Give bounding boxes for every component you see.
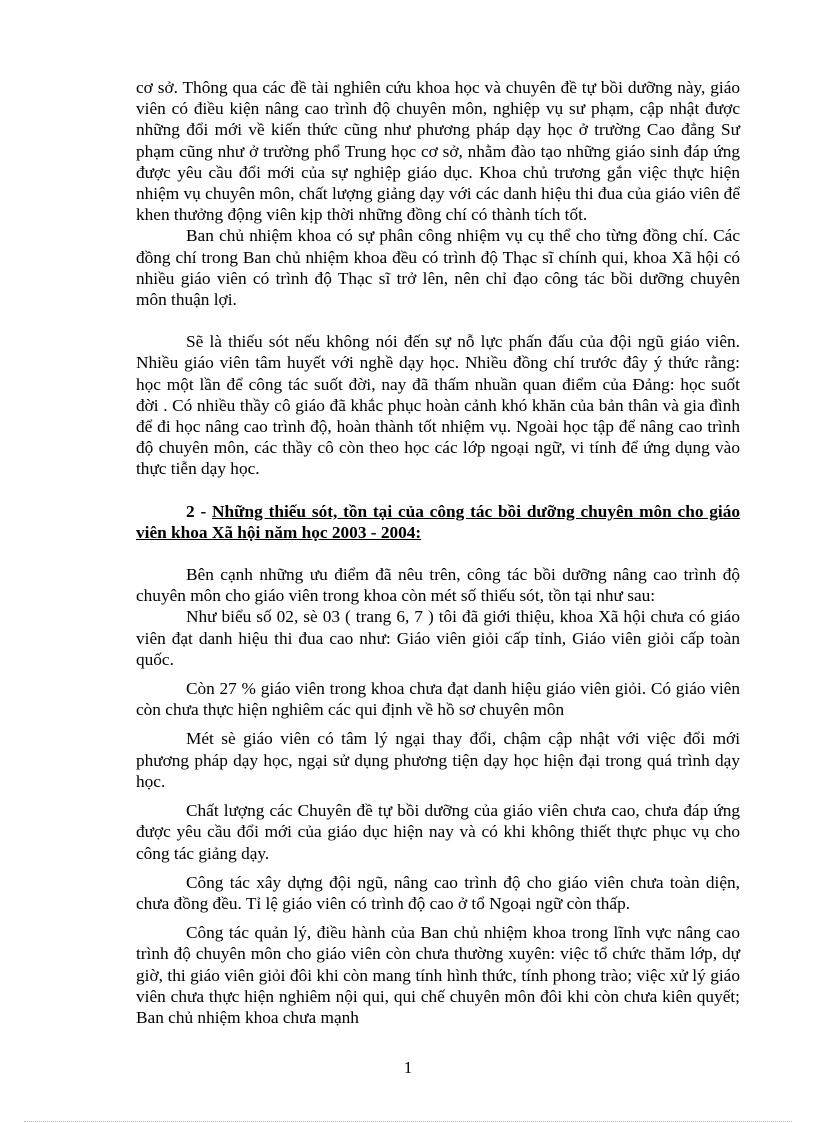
page-number: 1 (403, 1058, 413, 1077)
section-heading (136, 501, 740, 543)
paragraph-intro-shortcomings: Bên cạnh những ưu điểm đã nêu trên, công tác bồi dưỡng nâng cao trình độ chuyên môn cho giáo viên trong khoa còn mét số thiếu sót, tồn tại như sau: (136, 565, 740, 606)
section-number: 2 - (186, 501, 213, 521)
section-title: Những thiếu sót, tồn tại của công tác bồi dưỡng chuyên môn cho giáo viên khoa Xã hội năm học 2003 - 2004: (136, 501, 741, 542)
page-bottom-rule (24, 1121, 792, 1122)
paragraph-percentage: Còn 27 % giáo viên trong khoa chưa đạt danh hiệu giáo viên giỏi. Có giáo viên còn chưa thực hiện nghiêm các qui định về hồ sơ chuyên môn (136, 679, 740, 720)
paragraph-management: Công tác quản lý, điều hành của Ban chủ nhiệm khoa trong lĩnh vực nâng cao trình độ chuyên môn cho giáo viên còn chưa thường xuyên: việc tổ chức thăm lớp, dự giờ, thi giáo viên giỏi đôi khi còn mang tính hình thức, tính phong trào; việc xử lý giáo viên chưa thực hiện nghiêm nội qui, qui chế chuyên môn đôi khi còn chưa kiên quyết; Ban chủ nhiệm khoa chưa mạnh (136, 923, 740, 1027)
paragraph-methods: Mét sè giáo viên có tâm lý ngại thay đổi, chậm cập nhật với việc đổi mới phương pháp dạy học, ngại sử dụng phương tiện dạy học hiện đại trong quá trình dạy học. (136, 729, 740, 791)
paragraph-quality: Chất lượng các Chuyên đề tự bồi dưỡng của giáo viên chưa cao, chưa đáp ứng được yêu cầu đổi mới của giáo dục hiện nay và có khi không thiết thực phục vụ cho công tác giảng dạy. (136, 801, 740, 863)
paragraph-staffing: Công tác xây dựng đội ngũ, nâng cao trình độ cho giáo viên chưa toàn diện, chưa đồng đều. Tỉ lệ giáo viên có trình độ cao ở tổ Ngoại ngữ còn thấp. (136, 872, 740, 913)
document-body (136, 77, 740, 1028)
paragraph-continuation: cơ sở. Thông qua các đề tài nghiên cứu khoa học và chuyên đề tự bồi dưỡng này, giáo viên có điều kiện nâng cao trình độ chuyên môn, nghiệp vụ sư phạm, cập nhật được những đổi mới về kiến thức cũng như phương pháp dạy học ở trường Cao đẳng Sư phạm cũng như ở trường phổ Trung học cơ sở, nhằm đào tạo những giáo sinh đáp ứng được yêu cầu đổi mới của sự nghiệp giáo dục. Khoa chủ trương gắn việc thực hiện nhiệm vụ chuyên môn, chất lượng giảng dạy với các danh hiệu thi đua của giáo viên để khen thưởng động viên kịp thời những đồng chí có thành tích tốt. (136, 78, 740, 225)
paragraph-awards: Như biểu số 02, sè 03 ( trang 6, 7 ) tôi đã giới thiệu, khoa Xã hội chưa có giáo viên đạt danh hiệu thi đua cao như: Giáo viên giỏi cấp tỉnh, Giáo viên giỏi cấp toàn quốc. (136, 607, 740, 669)
paragraph-teacher-efforts: Sẽ là thiếu sót nếu không nói đến sự nỗ lực phấn đấu của đội ngũ giáo viên. Nhiều giáo viên tâm huyết với nghề dạy học. Nhiều đồng chí trước đây ý thức rằng: học một lần để công tác suốt đời, nay đã thấm nhuần quan điểm của Đảng: học suốt đời . Có nhiều thầy cô giáo đã khắc phục hoàn cảnh khó khăn của bản thân và gia đình để đi học nâng cao trình độ, hoàn thành tốt nhiệm vụ. Ngoài học tập để nâng cao trình độ chuyên môn, các thầy cô còn theo học các lớp ngoại ngữ, vi tính để ứng dụng vào thực tiễn dạy học. (136, 332, 740, 479)
paragraph-leadership: Ban chủ nhiệm khoa có sự phân công nhiệm vụ cụ thể cho từng đồng chí. Các đồng chí trong Ban chủ nhiệm khoa đều có trình độ Thạc sĩ chính qui, khoa Xã hội có nhiều giáo viên có trình độ Thạc sĩ trở lên, nên chỉ đạo công tác bồi dưỡng chuyên môn thuận lợi. (136, 226, 740, 310)
